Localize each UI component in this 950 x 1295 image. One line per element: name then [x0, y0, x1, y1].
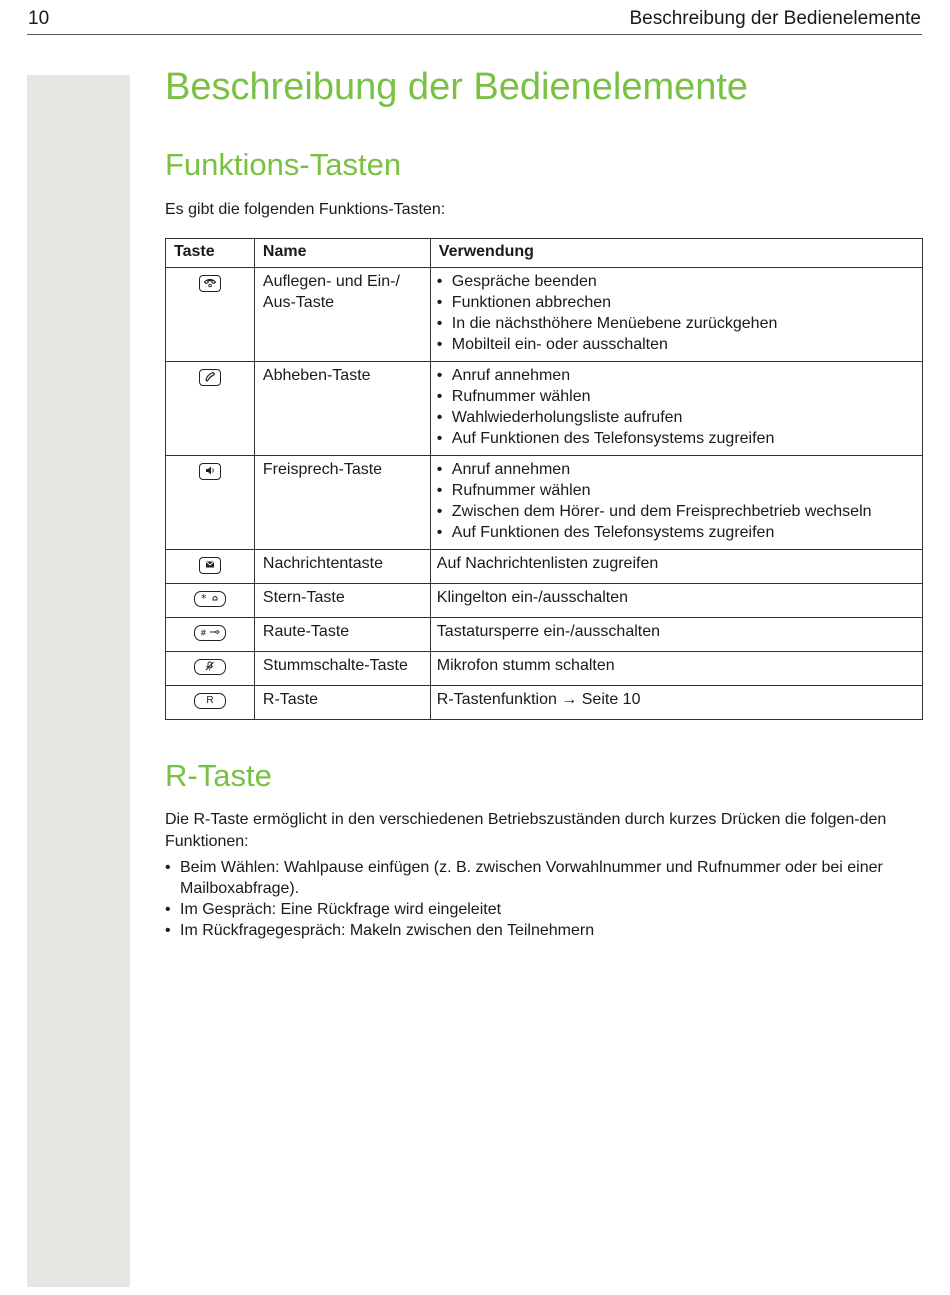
key-name: Stummschalte-Taste — [254, 652, 430, 686]
key-usage: R-Tastenfunktion → Seite 10 — [430, 686, 922, 720]
key-usage: Auf Nachrichtenlisten zugreifen — [430, 550, 922, 584]
table-row — [166, 584, 923, 618]
list-item: • Anruf annehmen — [437, 365, 918, 386]
key-usage — [430, 268, 922, 362]
key-cell — [166, 268, 255, 362]
key-name: R-Taste — [254, 686, 430, 720]
svg-text:*: * — [200, 592, 207, 604]
key-name: Auflegen- und Ein-/ Aus-Taste — [254, 268, 430, 362]
list-item: • Zwischen dem Hörer- und dem Freisprechbetrieb wechseln — [437, 501, 918, 522]
star-key-icon — [194, 591, 226, 607]
hang-up-key-icon — [199, 275, 221, 292]
list-item: • Anruf annehmen — [437, 459, 918, 480]
key-cell — [166, 618, 255, 652]
page-title: Beschreibung der Bedienelemente — [165, 66, 749, 108]
key-name: Stern-Taste — [254, 584, 430, 618]
key-name: Raute-Taste — [254, 618, 430, 652]
hash-key-icon — [194, 625, 226, 641]
table-row — [166, 550, 923, 584]
list-item: • Rufnummer wählen — [437, 386, 918, 407]
key-usage: Mikrofon stumm schalten — [430, 652, 922, 686]
running-title: Beschreibung der Bedienelemente — [629, 8, 921, 29]
svg-text:#: # — [199, 628, 207, 638]
message-key-icon — [199, 557, 221, 574]
table-row — [166, 686, 923, 720]
table-row — [166, 652, 923, 686]
off-hook-key-icon — [199, 369, 221, 386]
key-cell — [166, 550, 255, 584]
key-usage — [430, 362, 922, 456]
r-taste-function-list — [165, 857, 925, 941]
key-cell — [166, 652, 255, 686]
speaker-key-icon — [199, 463, 221, 480]
list-item: • Im Rückfragegespräch: Makeln zwischen den Teilnehmern — [165, 920, 925, 941]
list-item: • Mobilteil ein- oder ausschalten — [437, 334, 918, 355]
list-item: • Rufnummer wählen — [437, 480, 918, 501]
key-cell — [166, 362, 255, 456]
table-row — [166, 618, 923, 652]
key-name: Nachrichtentaste — [254, 550, 430, 584]
list-item: • Auf Funktionen des Telefonsystems zugreifen — [437, 522, 918, 543]
key-cell — [166, 456, 255, 550]
table-row — [166, 362, 923, 456]
key-cell — [166, 584, 255, 618]
r-taste-description: Die R-Taste ermöglicht in den verschiedenen Betriebszuständen durch kurzes Drücken die folgen-den Funktionen: — [165, 811, 887, 850]
list-item: • Beim Wählen: Wahlpause einfügen (z. B. zwischen Vorwahlnummer und Rufnummer oder bei einer Mailboxabfrage). — [165, 857, 925, 899]
key-cell — [166, 686, 255, 720]
list-item: • In die nächsthöhere Menüebene zurückgehen — [437, 313, 918, 334]
list-item: • Wahlwiederholungsliste aufrufen — [437, 407, 918, 428]
function-keys-table — [165, 238, 923, 720]
key-name: Abheben-Taste — [254, 362, 430, 456]
list-item: • Funktionen abbrechen — [437, 292, 918, 313]
key-usage: Klingelton ein-/ausschalten — [430, 584, 922, 618]
list-item: • Auf Funktionen des Telefonsystems zugreifen — [437, 428, 918, 449]
column-header-taste: Taste — [166, 239, 255, 268]
table-header-row — [166, 239, 923, 268]
key-usage: Tastatursperre ein-/ausschalten — [430, 618, 922, 652]
table-row — [166, 268, 923, 362]
key-name: Freisprech-Taste — [254, 456, 430, 550]
page-number: 10 — [28, 8, 50, 29]
section-intro: Es gibt die folgenden Funktions-Tasten: — [165, 201, 446, 218]
r-key-icon: R — [194, 693, 226, 709]
key-usage — [430, 456, 922, 550]
column-header-verwendung: Verwendung — [430, 239, 922, 268]
page-header — [27, 6, 922, 35]
section-heading-funktions-tasten: Funktions-Tasten — [165, 147, 402, 182]
list-item: • Im Gespräch: Eine Rückfrage wird eingeleitet — [165, 899, 925, 920]
section-heading-r-taste: R-Taste — [165, 758, 272, 793]
list-item: • Gespräche beenden — [437, 271, 918, 292]
column-header-name: Name — [254, 239, 430, 268]
table-row — [166, 456, 923, 550]
sidebar-margin — [27, 75, 130, 1287]
mute-key-icon — [194, 659, 226, 675]
